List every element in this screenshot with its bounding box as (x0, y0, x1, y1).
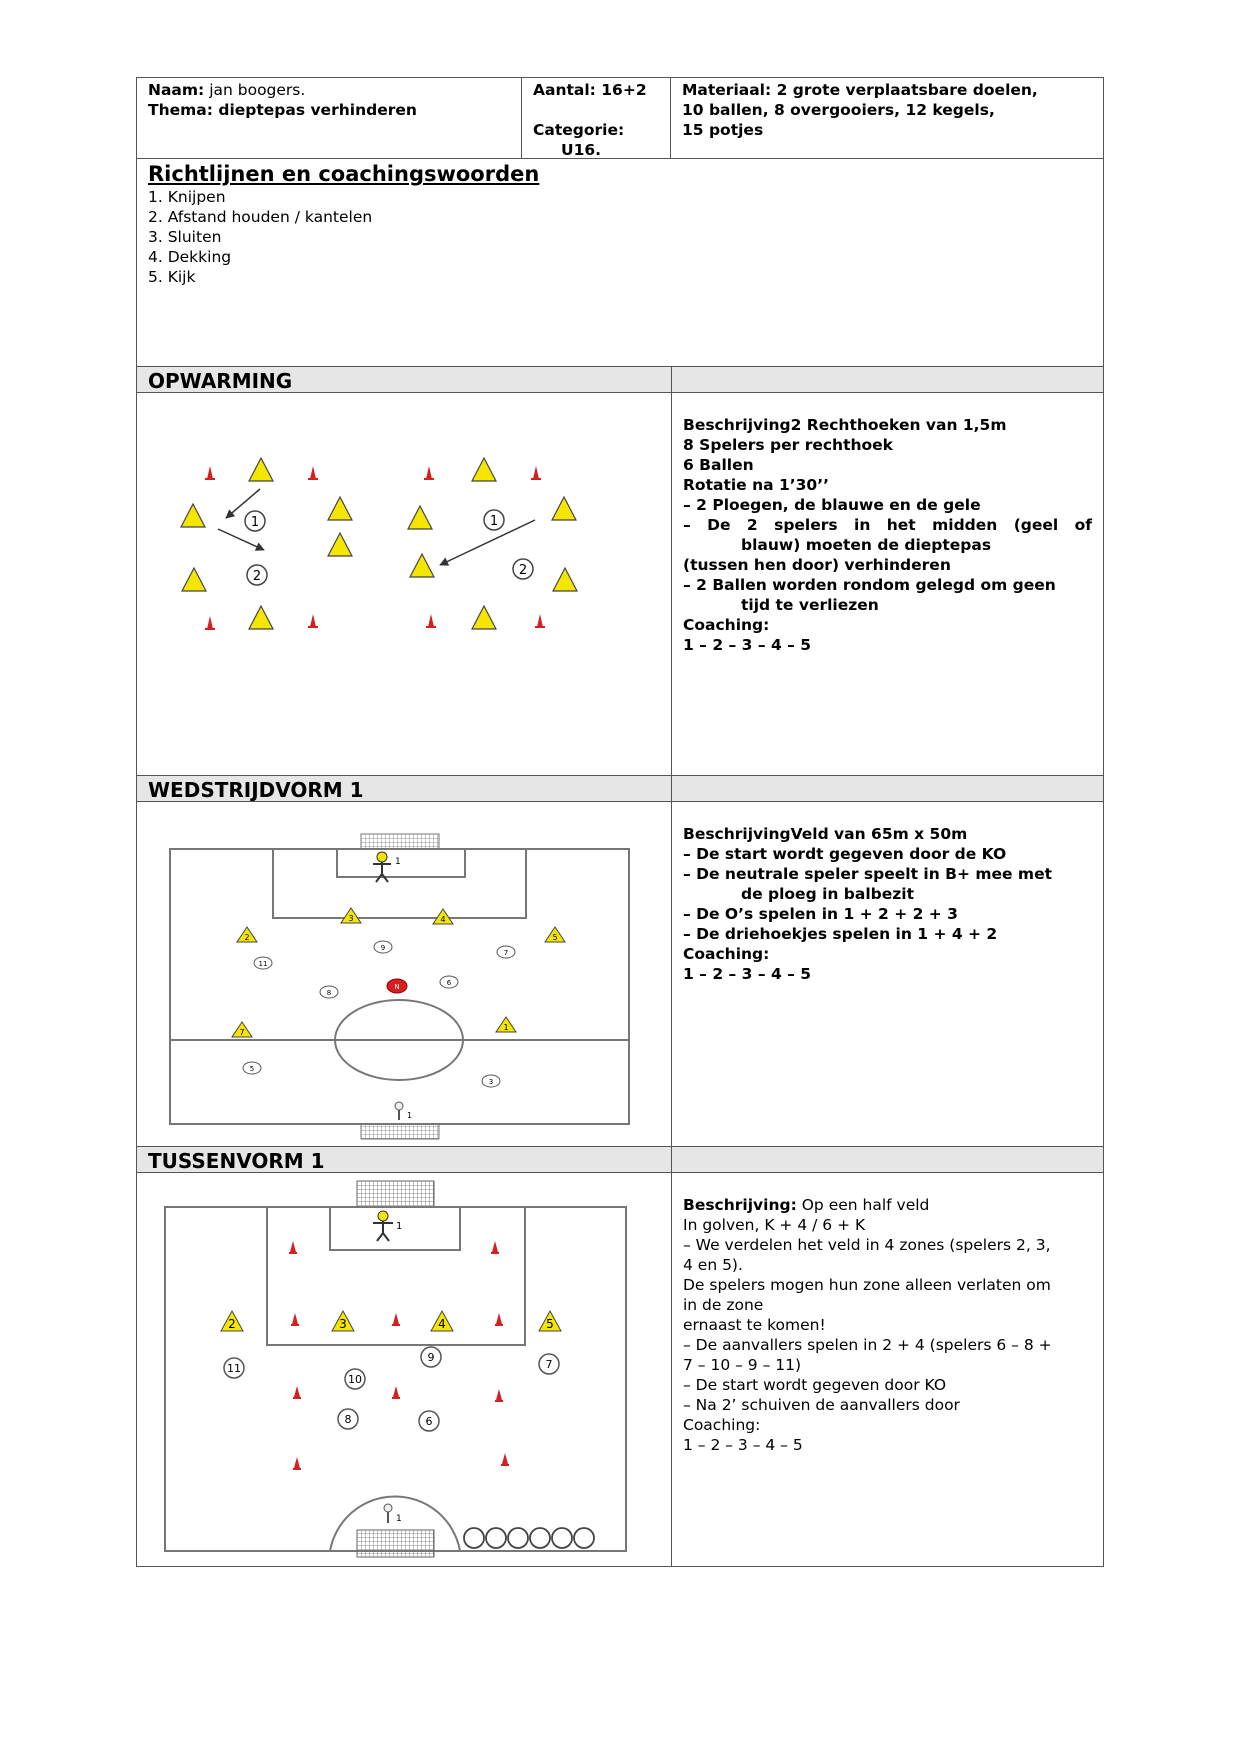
section-title-tussenvorm: TUSSENVORM 1 (136, 1146, 672, 1173)
svg-text:3: 3 (488, 1078, 494, 1086)
svg-text:6: 6 (446, 979, 452, 987)
circle-player (482, 1075, 500, 1087)
cone-marker (531, 466, 541, 480)
triangle-player (341, 908, 361, 923)
section-title-opwarming: OPWARMING (136, 366, 672, 393)
cone-marker (293, 1386, 301, 1399)
coaching-item: 4. Dekking (148, 248, 232, 266)
opwarming-description: Beschrijving2 Rechthoeken van 1,5m 8 Spelers per rechthoek 6 Ballen Rotatie na 1’30’’ – 2 Ploegen, de blauwe en de gele – De 2 spelers in het midden (geel of blauw) moeten de dieptepas (tussen hen door) verhinderen – 2 Ballen worden rondom gelegd om geen tijd te verliezen Coaching: 1 – 2 – 3 – 4 – 5 (671, 392, 1104, 776)
triangle-player (221, 1311, 243, 1331)
cone-marker (501, 1453, 509, 1466)
svg-text:1: 1 (395, 857, 401, 867)
coaching-item: 1. Knijpen (148, 188, 226, 206)
cone-marker (392, 1313, 400, 1326)
triangle-player (539, 1311, 561, 1331)
circle-player (497, 946, 515, 958)
svg-text:4: 4 (438, 1317, 446, 1331)
player-circle (245, 511, 265, 531)
cone-marker (291, 1313, 299, 1326)
svg-text:7: 7 (503, 949, 509, 957)
coaching-item: 5. Kijk (148, 268, 196, 286)
player-circle (484, 510, 504, 530)
svg-text:9: 9 (380, 944, 386, 952)
triangle-player (433, 909, 453, 924)
materiaal-line: 10 ballen, 8 overgooiers, 12 kegels, (682, 101, 995, 119)
categorie-value: U16. (561, 141, 602, 159)
svg-text:1: 1 (503, 1023, 509, 1032)
circle-player (243, 1062, 261, 1074)
circle-player (345, 1369, 365, 1389)
categorie-label: Categorie: (533, 121, 625, 139)
svg-text:9: 9 (427, 1351, 435, 1364)
cone-marker (205, 466, 215, 480)
section-title-spacer (671, 775, 1104, 802)
svg-text:1: 1 (250, 515, 260, 530)
triangle-marker (181, 504, 205, 527)
svg-text:5: 5 (546, 1317, 554, 1331)
header-aantal-cell (521, 77, 671, 159)
tussenvorm-diagram-cell (136, 1172, 672, 1567)
thema-line: Thema: dieptepas verhinderen (148, 101, 417, 119)
tussenvorm-description: Beschrijving: Op een half veld In golven, K + 4 / 6 + K – We verdelen het veld in 4 zones (spelers 2, 3, 4 en 5). De spelers mogen hun zone alleen verlaten om in de zone ernaast te komen! – De aanvallers spelen in 2 + 4 (spelers 6 – 8 + 7 – 10 – 9 – 11) – De start wordt gegeven door KO – Na 2’ schuiven de aanvallers door Coaching: 1 – 2 – 3 – 4 – 5 (671, 1172, 1104, 1567)
circle-player (374, 941, 392, 953)
cone-marker (392, 1386, 400, 1399)
coaching-item: 2. Afstand houden / kantelen (148, 208, 373, 226)
svg-text:5: 5 (552, 933, 558, 942)
circle-player (419, 1411, 439, 1431)
svg-text:10: 10 (348, 1373, 362, 1386)
triangle-marker (472, 458, 496, 481)
cone-marker (293, 1457, 301, 1470)
svg-text:N: N (394, 983, 400, 991)
triangle-marker (249, 458, 273, 481)
goalkeeper-marker (373, 1211, 402, 1241)
triangle-player (332, 1311, 354, 1331)
guidelines-cell (136, 158, 1104, 367)
neutral-player (387, 979, 407, 993)
wedstrijdvorm-diagram-cell (136, 801, 672, 1147)
svg-text:3: 3 (339, 1317, 347, 1331)
section-title-spacer (671, 366, 1104, 393)
triangle-player (431, 1311, 453, 1331)
header-name-cell (136, 77, 522, 159)
training-sheet (136, 77, 1104, 1567)
coaching-list (148, 187, 1092, 287)
triangle-player (496, 1017, 516, 1032)
svg-text:11: 11 (227, 1362, 241, 1375)
circle-player (254, 957, 272, 969)
cone-marker (289, 1241, 297, 1254)
guidelines-title: Richtlijnen en coachingswoorden (148, 162, 540, 186)
cone-marker (426, 614, 436, 628)
materiaal-line: Materiaal: 2 grote verplaatsbare doelen, (682, 81, 1038, 99)
triangle-marker (182, 568, 206, 591)
svg-text:1: 1 (489, 514, 499, 529)
svg-text:2: 2 (252, 569, 262, 584)
section-title-wedstrijdvorm: WEDSTRIJDVORM 1 (136, 775, 672, 802)
svg-text:2: 2 (228, 1317, 236, 1331)
triangle-player (545, 927, 565, 942)
circle-player (421, 1347, 441, 1367)
svg-text:8: 8 (326, 989, 332, 997)
half-field-diagram (137, 1173, 671, 1566)
triangle-marker (249, 606, 273, 629)
svg-text:7: 7 (545, 1358, 553, 1371)
svg-text:1: 1 (396, 1514, 402, 1524)
triangle-marker (552, 497, 576, 520)
naam-line: Naam: jan boogers. (148, 81, 306, 99)
opwarming-diagram-cell (136, 392, 672, 776)
cone-marker (308, 614, 318, 628)
section-title-spacer (671, 1146, 1104, 1173)
svg-text:2: 2 (518, 563, 528, 578)
cone-marker (495, 1389, 503, 1402)
aantal-text: Aantal: 16+2 (533, 81, 647, 99)
svg-text:3: 3 (348, 914, 354, 923)
warmup-diagram (137, 393, 671, 775)
triangle-player (232, 1022, 252, 1037)
triangle-marker (408, 506, 432, 529)
circle-player (224, 1358, 244, 1378)
triangle-marker (328, 533, 352, 556)
goalkeeper-marker (384, 1504, 402, 1524)
svg-text:5: 5 (249, 1065, 255, 1073)
svg-text:11: 11 (258, 960, 268, 968)
cone-marker (491, 1241, 499, 1254)
cone-marker (205, 616, 215, 630)
materiaal-line: 15 potjes (682, 121, 764, 139)
circle-player (440, 976, 458, 988)
match-field-diagram (137, 802, 671, 1146)
cone-marker (535, 614, 545, 628)
wedstrijdvorm-description: BeschrijvingVeld van 65m x 50m – De start wordt gegeven door de KO – De neutrale speler speelt in B+ mee met de ploeg in balbezit – De O’s spelen in 1 + 2 + 2 + 3 – De driehoekjes spelen in 1 + 4 + 2 Coaching: 1 – 2 – 3 – 4 – 5 (671, 801, 1104, 1147)
cone-marker (308, 466, 318, 480)
coaching-item: 3. Sluiten (148, 228, 222, 246)
player-circle (247, 565, 267, 585)
cone-marker (495, 1313, 503, 1326)
player-circle (513, 559, 533, 579)
svg-text:1: 1 (396, 1221, 403, 1232)
goalkeeper-marker (395, 1102, 412, 1120)
ball-pots (464, 1528, 594, 1548)
header-materiaal-cell (670, 77, 1104, 159)
triangle-marker (472, 606, 496, 629)
svg-text:1: 1 (407, 1111, 413, 1120)
triangle-marker (328, 497, 352, 520)
circle-player (539, 1354, 559, 1374)
svg-text:4: 4 (440, 915, 446, 924)
triangle-player (237, 927, 257, 942)
svg-text:6: 6 (425, 1415, 433, 1428)
svg-text:2: 2 (244, 933, 250, 942)
circle-player (338, 1409, 358, 1429)
circle-player (320, 986, 338, 998)
svg-text:7: 7 (239, 1028, 245, 1037)
cone-marker (424, 466, 434, 480)
triangle-marker (553, 568, 577, 591)
svg-text:8: 8 (344, 1413, 352, 1426)
triangle-marker (410, 554, 434, 577)
